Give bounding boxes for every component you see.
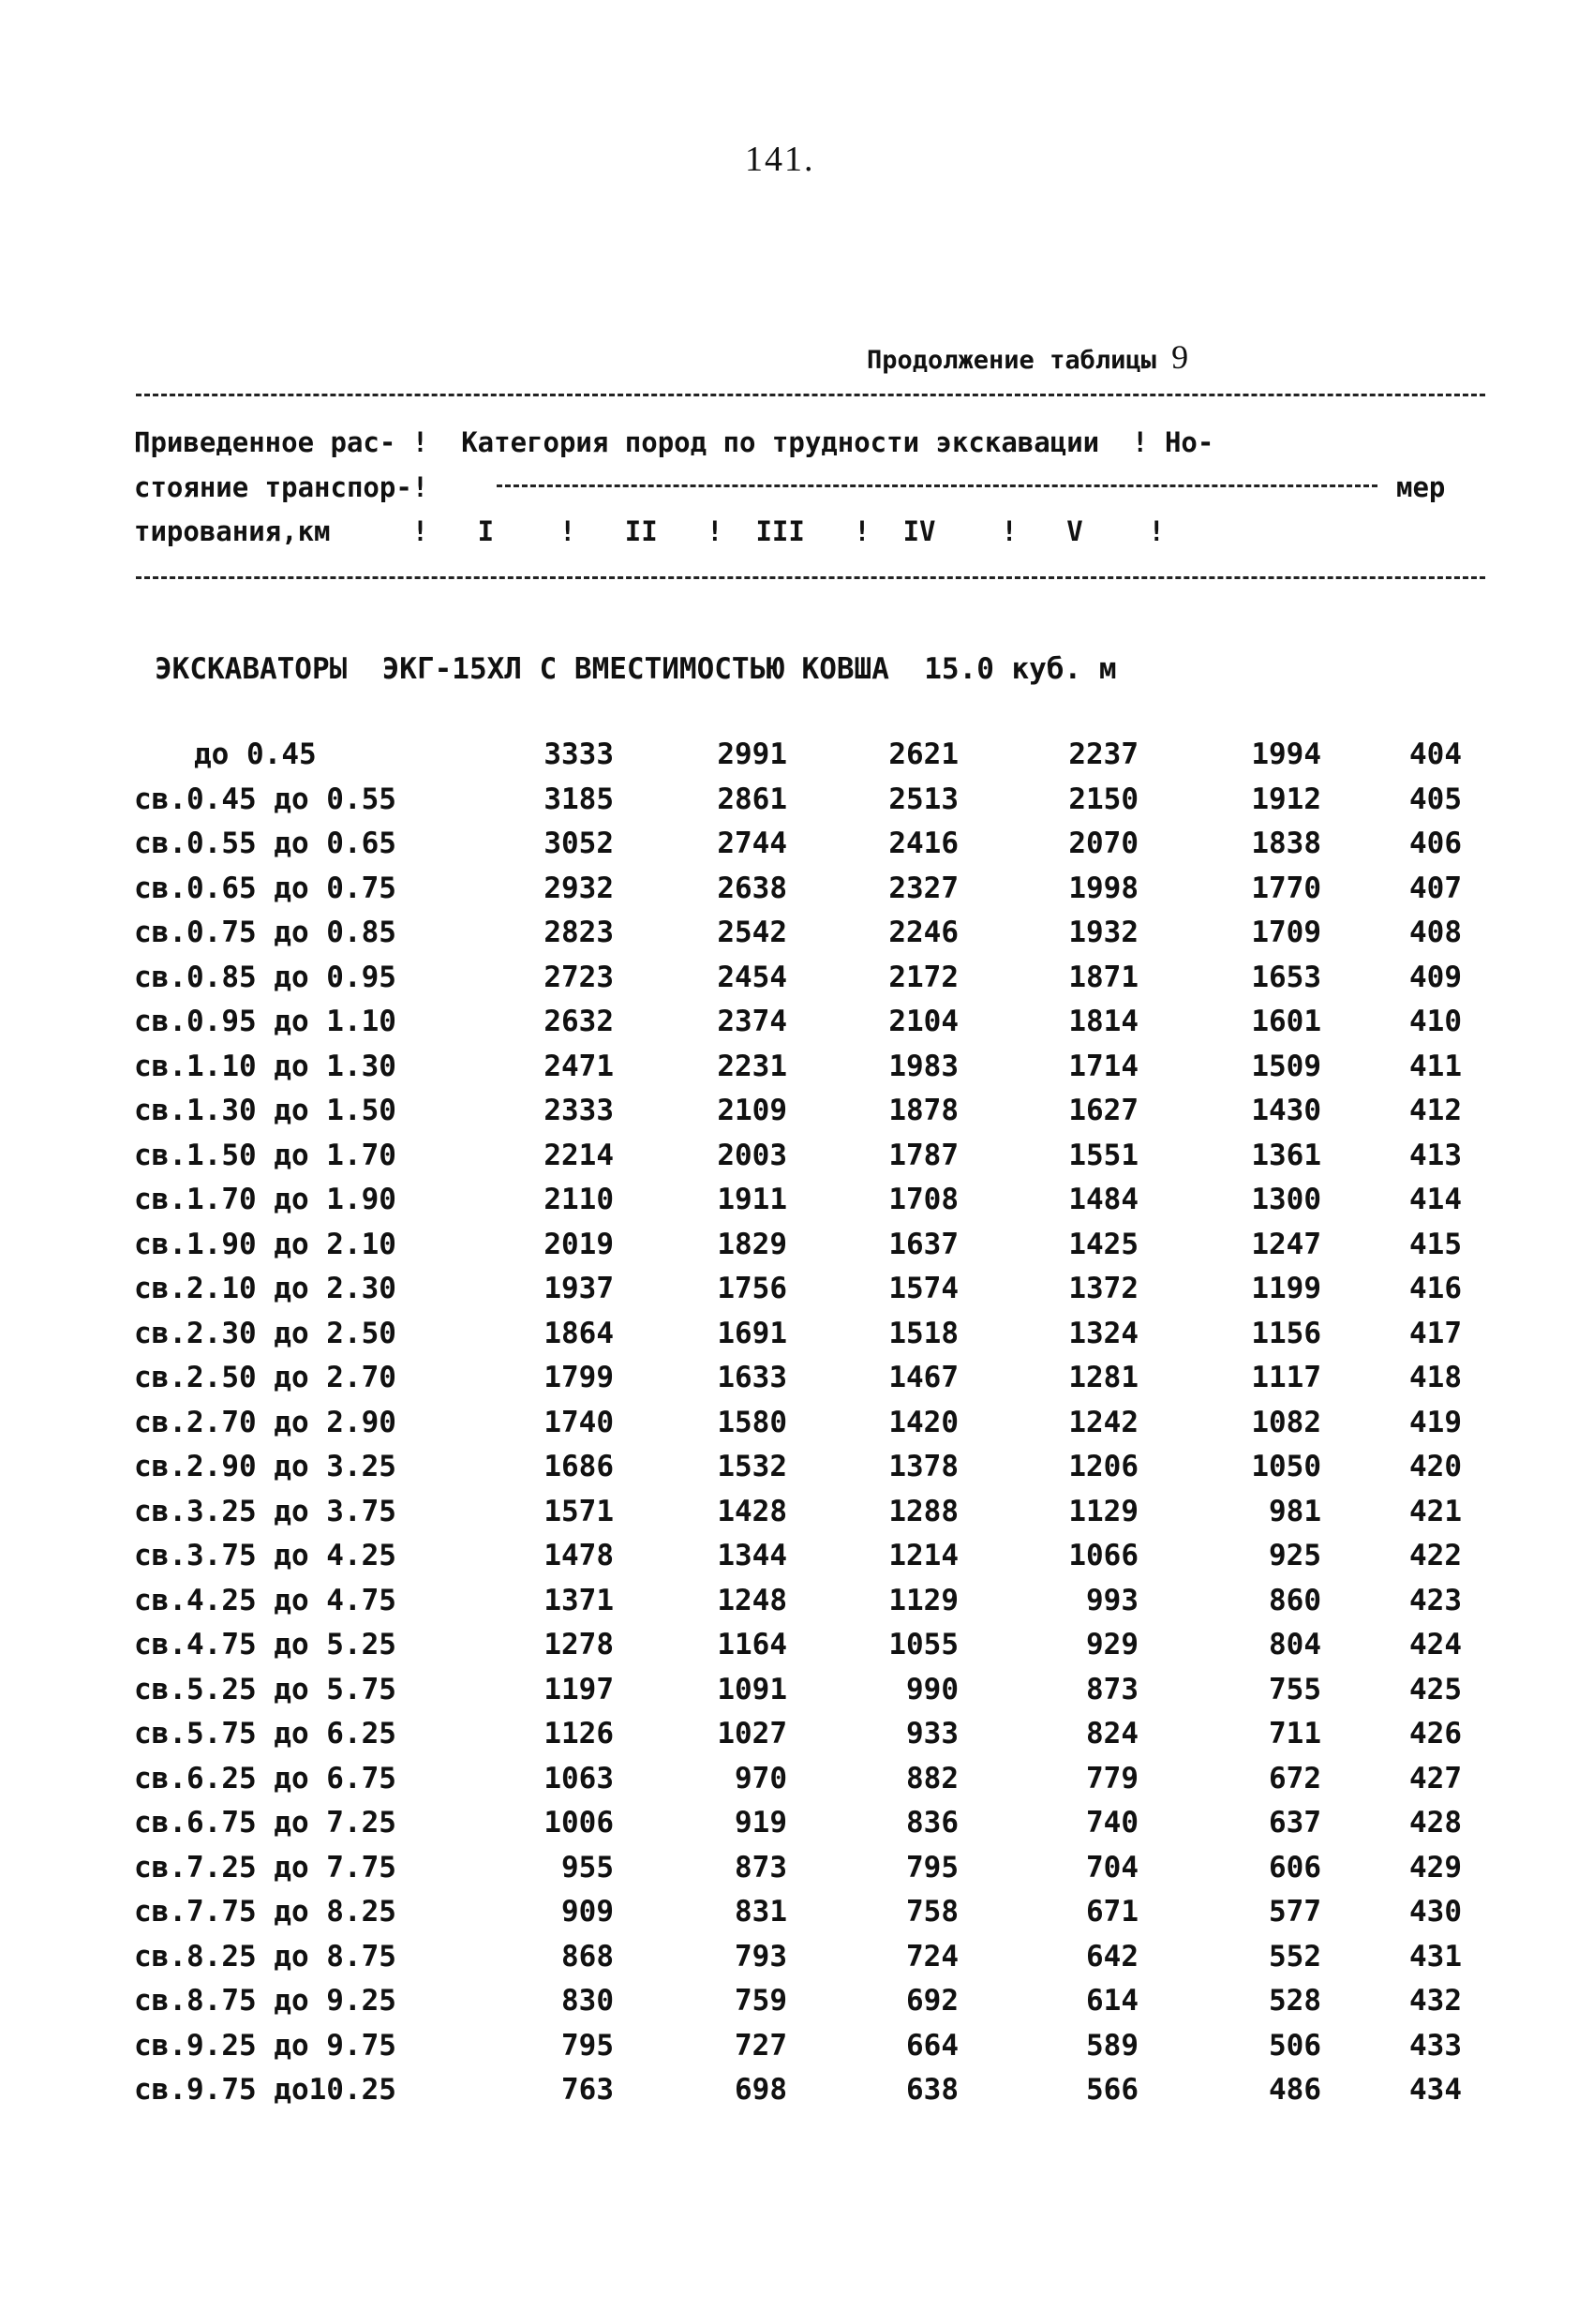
cell-category-5: 1050 bbox=[1251, 1450, 1321, 1483]
table-row bbox=[0, 1762, 1593, 1807]
table-row bbox=[0, 1450, 1593, 1495]
cell-category-3: 1420 bbox=[888, 1405, 959, 1439]
row-label: св.8.25 до 8.75 bbox=[134, 1939, 396, 1974]
table-row bbox=[0, 1539, 1593, 1584]
cell-row-number: 423 bbox=[1409, 1583, 1462, 1617]
cell-category-4: 1714 bbox=[1068, 1049, 1139, 1083]
cell-category-4: 1242 bbox=[1068, 1405, 1139, 1439]
table-row bbox=[0, 2029, 1593, 2074]
row-label: св.3.75 до 4.25 bbox=[134, 1539, 396, 1572]
cell-category-3: 1878 bbox=[888, 1094, 959, 1127]
cell-category-1: 1686 bbox=[543, 1450, 614, 1483]
cell-category-5: 804 bbox=[1269, 1628, 1321, 1661]
cell-category-5: 925 bbox=[1269, 1539, 1321, 1572]
header-bottom-rule bbox=[136, 576, 1485, 579]
cell-category-3: 1378 bbox=[888, 1450, 959, 1483]
cell-category-2: 919 bbox=[735, 1806, 787, 1840]
cell-category-4: 1932 bbox=[1068, 916, 1139, 949]
cell-category-4: 614 bbox=[1086, 1984, 1139, 2018]
cell-category-5: 506 bbox=[1269, 2028, 1321, 2063]
cell-category-4: 2070 bbox=[1068, 827, 1139, 860]
cell-category-1: 2110 bbox=[543, 1183, 614, 1216]
cell-category-2: 1580 bbox=[717, 1405, 787, 1439]
cell-category-2: 1532 bbox=[717, 1450, 787, 1483]
cell-category-4: 2237 bbox=[1068, 737, 1139, 771]
cell-category-3: 638 bbox=[906, 2073, 959, 2107]
cell-category-1: 955 bbox=[561, 1850, 614, 1885]
cell-category-3: 1708 bbox=[888, 1183, 959, 1216]
cell-category-1: 1937 bbox=[543, 1272, 614, 1305]
cell-category-3: 1214 bbox=[888, 1539, 959, 1572]
cell-category-4: 873 bbox=[1086, 1672, 1139, 1706]
cell-category-1: 1740 bbox=[543, 1405, 614, 1439]
cell-row-number: 404 bbox=[1409, 737, 1462, 771]
cell-category-3: 933 bbox=[906, 1717, 959, 1750]
cell-category-3: 2246 bbox=[888, 916, 959, 949]
cell-category-1: 830 bbox=[561, 1984, 614, 2018]
row-label: св.6.75 до 7.25 bbox=[134, 1806, 396, 1840]
cell-category-4: 824 bbox=[1086, 1717, 1139, 1750]
cell-row-number: 432 bbox=[1409, 1984, 1462, 2018]
table-row bbox=[0, 1050, 1593, 1095]
table-row bbox=[0, 1228, 1593, 1273]
cell-row-number: 428 bbox=[1409, 1806, 1462, 1840]
cell-category-3: 1288 bbox=[888, 1494, 959, 1528]
cell-row-number: 433 bbox=[1409, 2028, 1462, 2063]
table-row bbox=[0, 1183, 1593, 1228]
cell-category-2: 2109 bbox=[717, 1094, 787, 1127]
cell-row-number: 424 bbox=[1409, 1628, 1462, 1661]
cell-category-4: 1372 bbox=[1068, 1272, 1139, 1305]
row-label: св.3.25 до 3.75 bbox=[134, 1494, 396, 1528]
table-row bbox=[0, 1673, 1593, 1718]
cell-category-2: 2374 bbox=[717, 1005, 787, 1038]
cell-category-5: 1912 bbox=[1251, 782, 1321, 816]
cell-category-1: 2471 bbox=[543, 1049, 614, 1083]
section-title: ЭКСКАВАТОРЫ ЭКГ-15ХЛ С ВМЕСТИМОСТЬЮ КОВША 15.0 куб. м bbox=[155, 652, 1117, 686]
table-row bbox=[0, 827, 1593, 872]
cell-category-4: 642 bbox=[1086, 1939, 1139, 1974]
cell-category-2: 2861 bbox=[717, 782, 787, 816]
cell-category-1: 1197 bbox=[543, 1672, 614, 1706]
cell-category-5: 1247 bbox=[1251, 1227, 1321, 1261]
cell-category-1: 2823 bbox=[543, 916, 614, 949]
cell-category-1: 1278 bbox=[543, 1628, 614, 1661]
cell-category-4: 2150 bbox=[1068, 782, 1139, 816]
cell-category-5: 577 bbox=[1269, 1895, 1321, 1929]
cell-category-5: 1156 bbox=[1251, 1316, 1321, 1350]
cell-category-5: 755 bbox=[1269, 1672, 1321, 1706]
table-row bbox=[0, 1717, 1593, 1762]
cell-category-3: 1055 bbox=[888, 1628, 959, 1661]
cell-category-3: 2104 bbox=[888, 1005, 959, 1038]
cell-row-number: 420 bbox=[1409, 1450, 1462, 1483]
cell-category-2: 1756 bbox=[717, 1272, 787, 1305]
cell-category-4: 1324 bbox=[1068, 1316, 1139, 1350]
cell-category-2: 831 bbox=[735, 1895, 787, 1929]
header-top-rule bbox=[136, 394, 1485, 396]
cell-category-3: 1787 bbox=[888, 1138, 959, 1172]
cell-row-number: 407 bbox=[1409, 871, 1462, 905]
header-category-rule bbox=[497, 484, 1377, 487]
cell-category-5: 606 bbox=[1269, 1850, 1321, 1885]
data-table bbox=[0, 737, 1593, 2118]
cell-row-number: 429 bbox=[1409, 1850, 1462, 1885]
cell-category-1: 2932 bbox=[543, 871, 614, 905]
cell-category-1: 1478 bbox=[543, 1539, 614, 1572]
cell-row-number: 409 bbox=[1409, 960, 1462, 994]
cell-row-number: 427 bbox=[1409, 1761, 1462, 1795]
cell-category-4: 929 bbox=[1086, 1628, 1139, 1661]
cell-category-1: 1006 bbox=[543, 1806, 614, 1840]
cell-category-5: 1082 bbox=[1251, 1405, 1321, 1439]
row-label: св.4.75 до 5.25 bbox=[134, 1628, 396, 1661]
cell-category-3: 724 bbox=[906, 1939, 959, 1974]
row-label: св.9.75 до10.25 bbox=[134, 2073, 396, 2107]
cell-category-2: 2744 bbox=[717, 827, 787, 860]
row-label: св.0.95 до 1.10 bbox=[134, 1005, 396, 1038]
cell-category-4: 566 bbox=[1086, 2073, 1139, 2107]
cell-category-3: 758 bbox=[906, 1895, 959, 1929]
cell-category-4: 1206 bbox=[1068, 1450, 1139, 1483]
cell-category-3: 882 bbox=[906, 1761, 959, 1795]
cell-category-4: 1425 bbox=[1068, 1227, 1139, 1261]
cell-category-3: 2513 bbox=[888, 782, 959, 816]
cell-category-1: 2632 bbox=[543, 1005, 614, 1038]
row-label: св.9.25 до 9.75 bbox=[134, 2028, 396, 2063]
cell-category-3: 1983 bbox=[888, 1049, 959, 1083]
row-label: св.1.90 до 2.10 bbox=[134, 1227, 396, 1261]
row-label: св.2.70 до 2.90 bbox=[134, 1405, 396, 1439]
cell-category-3: 664 bbox=[906, 2028, 959, 2063]
cell-row-number: 414 bbox=[1409, 1183, 1462, 1216]
cell-category-5: 486 bbox=[1269, 2073, 1321, 2107]
cell-category-5: 672 bbox=[1269, 1761, 1321, 1795]
row-label: до 0.45 bbox=[194, 737, 317, 771]
table-row bbox=[0, 1139, 1593, 1184]
cell-category-4: 993 bbox=[1086, 1583, 1139, 1617]
cell-category-5: 1709 bbox=[1251, 916, 1321, 949]
cell-category-3: 1574 bbox=[888, 1272, 959, 1305]
cell-category-2: 698 bbox=[735, 2073, 787, 2107]
cell-category-1: 3185 bbox=[543, 782, 614, 816]
cell-category-2: 1344 bbox=[717, 1539, 787, 1572]
cell-category-5: 552 bbox=[1269, 1939, 1321, 1974]
cell-row-number: 431 bbox=[1409, 1939, 1462, 1974]
cell-category-5: 1361 bbox=[1251, 1138, 1321, 1172]
row-label: св.0.85 до 0.95 bbox=[134, 960, 396, 994]
cell-category-2: 1428 bbox=[717, 1494, 787, 1528]
row-label: св.0.75 до 0.85 bbox=[134, 916, 396, 949]
row-label: св.8.75 до 9.25 bbox=[134, 1984, 396, 2018]
cell-category-1: 795 bbox=[561, 2028, 614, 2063]
row-label: св.5.25 до 5.75 bbox=[134, 1672, 396, 1706]
cell-category-5: 981 bbox=[1269, 1494, 1321, 1528]
header-line-1: Приведенное рас- ! Категория пород по трудности экскавации ! Но- bbox=[134, 426, 1214, 458]
row-label: св.6.25 до 6.75 bbox=[134, 1761, 396, 1795]
row-label: св.1.50 до 1.70 bbox=[134, 1138, 396, 1172]
cell-category-2: 1691 bbox=[717, 1316, 787, 1350]
cell-category-2: 2542 bbox=[717, 916, 787, 949]
cell-row-number: 425 bbox=[1409, 1672, 1462, 1706]
cell-category-1: 2333 bbox=[543, 1094, 614, 1127]
cell-category-1: 3052 bbox=[543, 827, 614, 860]
table-row bbox=[0, 1940, 1593, 1985]
cell-category-5: 1509 bbox=[1251, 1049, 1321, 1083]
cell-row-number: 416 bbox=[1409, 1272, 1462, 1305]
table-row bbox=[0, 737, 1593, 782]
page-number: 141. bbox=[745, 140, 815, 179]
cell-category-3: 1129 bbox=[888, 1583, 959, 1617]
table-row bbox=[0, 2073, 1593, 2118]
cell-category-5: 711 bbox=[1269, 1717, 1321, 1750]
table-row bbox=[0, 1895, 1593, 1940]
cell-category-1: 1864 bbox=[543, 1316, 614, 1350]
cell-row-number: 421 bbox=[1409, 1494, 1462, 1528]
cell-category-2: 2638 bbox=[717, 871, 787, 905]
cell-category-4: 779 bbox=[1086, 1761, 1139, 1795]
cell-category-1: 1126 bbox=[543, 1717, 614, 1750]
cell-row-number: 408 bbox=[1409, 916, 1462, 949]
caption-text: Продолжение таблицы bbox=[867, 346, 1156, 375]
cell-row-number: 413 bbox=[1409, 1138, 1462, 1172]
row-label: св.0.45 до 0.55 bbox=[134, 782, 396, 816]
caption-table-number: 9 bbox=[1171, 338, 1189, 376]
cell-row-number: 406 bbox=[1409, 827, 1462, 860]
table-row bbox=[0, 1495, 1593, 1540]
cell-category-3: 836 bbox=[906, 1806, 959, 1840]
cell-category-2: 2003 bbox=[717, 1138, 787, 1172]
table-row bbox=[0, 1272, 1593, 1317]
row-label: св.4.25 до 4.75 bbox=[134, 1583, 396, 1617]
cell-category-2: 727 bbox=[735, 2028, 787, 2063]
header-line-2-left: стояние транспор-! bbox=[134, 471, 429, 503]
cell-category-3: 2172 bbox=[888, 960, 959, 994]
table-row bbox=[0, 872, 1593, 916]
table-caption bbox=[867, 337, 1188, 377]
cell-category-3: 1518 bbox=[888, 1316, 959, 1350]
cell-category-5: 1117 bbox=[1251, 1361, 1321, 1394]
cell-category-2: 2454 bbox=[717, 960, 787, 994]
table-row bbox=[0, 782, 1593, 827]
cell-row-number: 434 bbox=[1409, 2073, 1462, 2107]
cell-row-number: 405 bbox=[1409, 782, 1462, 816]
table-row bbox=[0, 1806, 1593, 1851]
table-row bbox=[0, 1406, 1593, 1451]
cell-category-3: 795 bbox=[906, 1850, 959, 1885]
cell-category-3: 1467 bbox=[888, 1361, 959, 1394]
cell-category-3: 2327 bbox=[888, 871, 959, 905]
cell-row-number: 417 bbox=[1409, 1316, 1462, 1350]
cell-category-2: 2991 bbox=[717, 737, 787, 771]
cell-category-1: 868 bbox=[561, 1939, 614, 1974]
table-row bbox=[0, 1851, 1593, 1896]
cell-category-5: 1430 bbox=[1251, 1094, 1321, 1127]
cell-category-4: 740 bbox=[1086, 1806, 1139, 1840]
cell-category-4: 1066 bbox=[1068, 1539, 1139, 1572]
cell-category-2: 1911 bbox=[717, 1183, 787, 1216]
cell-category-5: 1300 bbox=[1251, 1183, 1321, 1216]
row-label: св.0.65 до 0.75 bbox=[134, 871, 396, 905]
cell-category-2: 793 bbox=[735, 1939, 787, 1974]
cell-row-number: 412 bbox=[1409, 1094, 1462, 1127]
cell-category-2: 1633 bbox=[717, 1361, 787, 1394]
table-row bbox=[0, 961, 1593, 1006]
cell-category-1: 1799 bbox=[543, 1361, 614, 1394]
cell-category-2: 2231 bbox=[717, 1049, 787, 1083]
table-row bbox=[0, 1361, 1593, 1406]
cell-category-2: 759 bbox=[735, 1984, 787, 2018]
table-row bbox=[0, 1584, 1593, 1629]
cell-category-3: 990 bbox=[906, 1672, 959, 1706]
row-label: св.7.25 до 7.75 bbox=[134, 1850, 396, 1885]
cell-category-1: 1063 bbox=[543, 1761, 614, 1795]
cell-row-number: 411 bbox=[1409, 1049, 1462, 1083]
cell-category-4: 1627 bbox=[1068, 1094, 1139, 1127]
cell-category-5: 1601 bbox=[1251, 1005, 1321, 1038]
cell-category-4: 1281 bbox=[1068, 1361, 1139, 1394]
cell-category-1: 763 bbox=[561, 2073, 614, 2107]
cell-category-4: 1814 bbox=[1068, 1005, 1139, 1038]
table-row bbox=[0, 916, 1593, 961]
row-label: св.7.75 до 8.25 bbox=[134, 1895, 396, 1929]
cell-category-1: 1371 bbox=[543, 1583, 614, 1617]
cell-category-5: 637 bbox=[1269, 1806, 1321, 1840]
row-label: св.1.70 до 1.90 bbox=[134, 1183, 396, 1216]
cell-category-2: 1164 bbox=[717, 1628, 787, 1661]
cell-category-4: 1129 bbox=[1068, 1494, 1139, 1528]
header-line-3: тирования,км ! I ! II ! III ! IV ! V ! bbox=[134, 515, 1165, 547]
cell-category-1: 3333 bbox=[543, 737, 614, 771]
cell-category-2: 970 bbox=[735, 1761, 787, 1795]
cell-row-number: 415 bbox=[1409, 1227, 1462, 1261]
row-label: св.1.30 до 1.50 bbox=[134, 1094, 396, 1127]
cell-category-5: 528 bbox=[1269, 1984, 1321, 2018]
cell-category-1: 2214 bbox=[543, 1138, 614, 1172]
cell-category-2: 1091 bbox=[717, 1672, 787, 1706]
cell-row-number: 430 bbox=[1409, 1895, 1462, 1929]
cell-category-4: 589 bbox=[1086, 2028, 1139, 2063]
row-label: св.2.30 до 2.50 bbox=[134, 1316, 396, 1350]
cell-category-5: 1770 bbox=[1251, 871, 1321, 905]
cell-category-2: 1248 bbox=[717, 1583, 787, 1617]
cell-category-1: 1571 bbox=[543, 1494, 614, 1528]
cell-category-3: 692 bbox=[906, 1984, 959, 2018]
cell-row-number: 419 bbox=[1409, 1405, 1462, 1439]
cell-category-1: 2723 bbox=[543, 960, 614, 994]
header-line-2-right: мер bbox=[1396, 471, 1446, 503]
cell-row-number: 422 bbox=[1409, 1539, 1462, 1572]
cell-category-4: 1551 bbox=[1068, 1138, 1139, 1172]
cell-category-2: 1829 bbox=[717, 1227, 787, 1261]
cell-category-3: 1637 bbox=[888, 1227, 959, 1261]
cell-category-4: 1484 bbox=[1068, 1183, 1139, 1216]
cell-category-5: 1838 bbox=[1251, 827, 1321, 860]
row-label: св.1.10 до 1.30 bbox=[134, 1049, 396, 1083]
cell-category-5: 1653 bbox=[1251, 960, 1321, 994]
cell-category-4: 1871 bbox=[1068, 960, 1139, 994]
cell-category-5: 1994 bbox=[1251, 737, 1321, 771]
table-row bbox=[0, 1628, 1593, 1673]
cell-category-5: 860 bbox=[1269, 1583, 1321, 1617]
cell-row-number: 426 bbox=[1409, 1717, 1462, 1750]
cell-category-3: 2416 bbox=[888, 827, 959, 860]
row-label: св.5.75 до 6.25 bbox=[134, 1717, 396, 1750]
row-label: св.2.10 до 2.30 bbox=[134, 1272, 396, 1305]
cell-category-1: 909 bbox=[561, 1895, 614, 1929]
table-row bbox=[0, 1984, 1593, 2029]
table-row bbox=[0, 1005, 1593, 1050]
cell-category-4: 671 bbox=[1086, 1895, 1139, 1929]
table-row bbox=[0, 1317, 1593, 1362]
cell-category-3: 2621 bbox=[888, 737, 959, 771]
cell-category-4: 704 bbox=[1086, 1850, 1139, 1885]
row-label: св.0.55 до 0.65 bbox=[134, 827, 396, 860]
cell-category-2: 1027 bbox=[717, 1717, 787, 1750]
cell-category-5: 1199 bbox=[1251, 1272, 1321, 1305]
cell-category-2: 873 bbox=[735, 1850, 787, 1885]
cell-category-1: 2019 bbox=[543, 1227, 614, 1261]
row-label: св.2.50 до 2.70 bbox=[134, 1361, 396, 1394]
cell-row-number: 410 bbox=[1409, 1005, 1462, 1038]
table-row bbox=[0, 1094, 1593, 1139]
cell-category-4: 1998 bbox=[1068, 871, 1139, 905]
row-label: св.2.90 до 3.25 bbox=[134, 1450, 396, 1483]
cell-row-number: 418 bbox=[1409, 1361, 1462, 1394]
